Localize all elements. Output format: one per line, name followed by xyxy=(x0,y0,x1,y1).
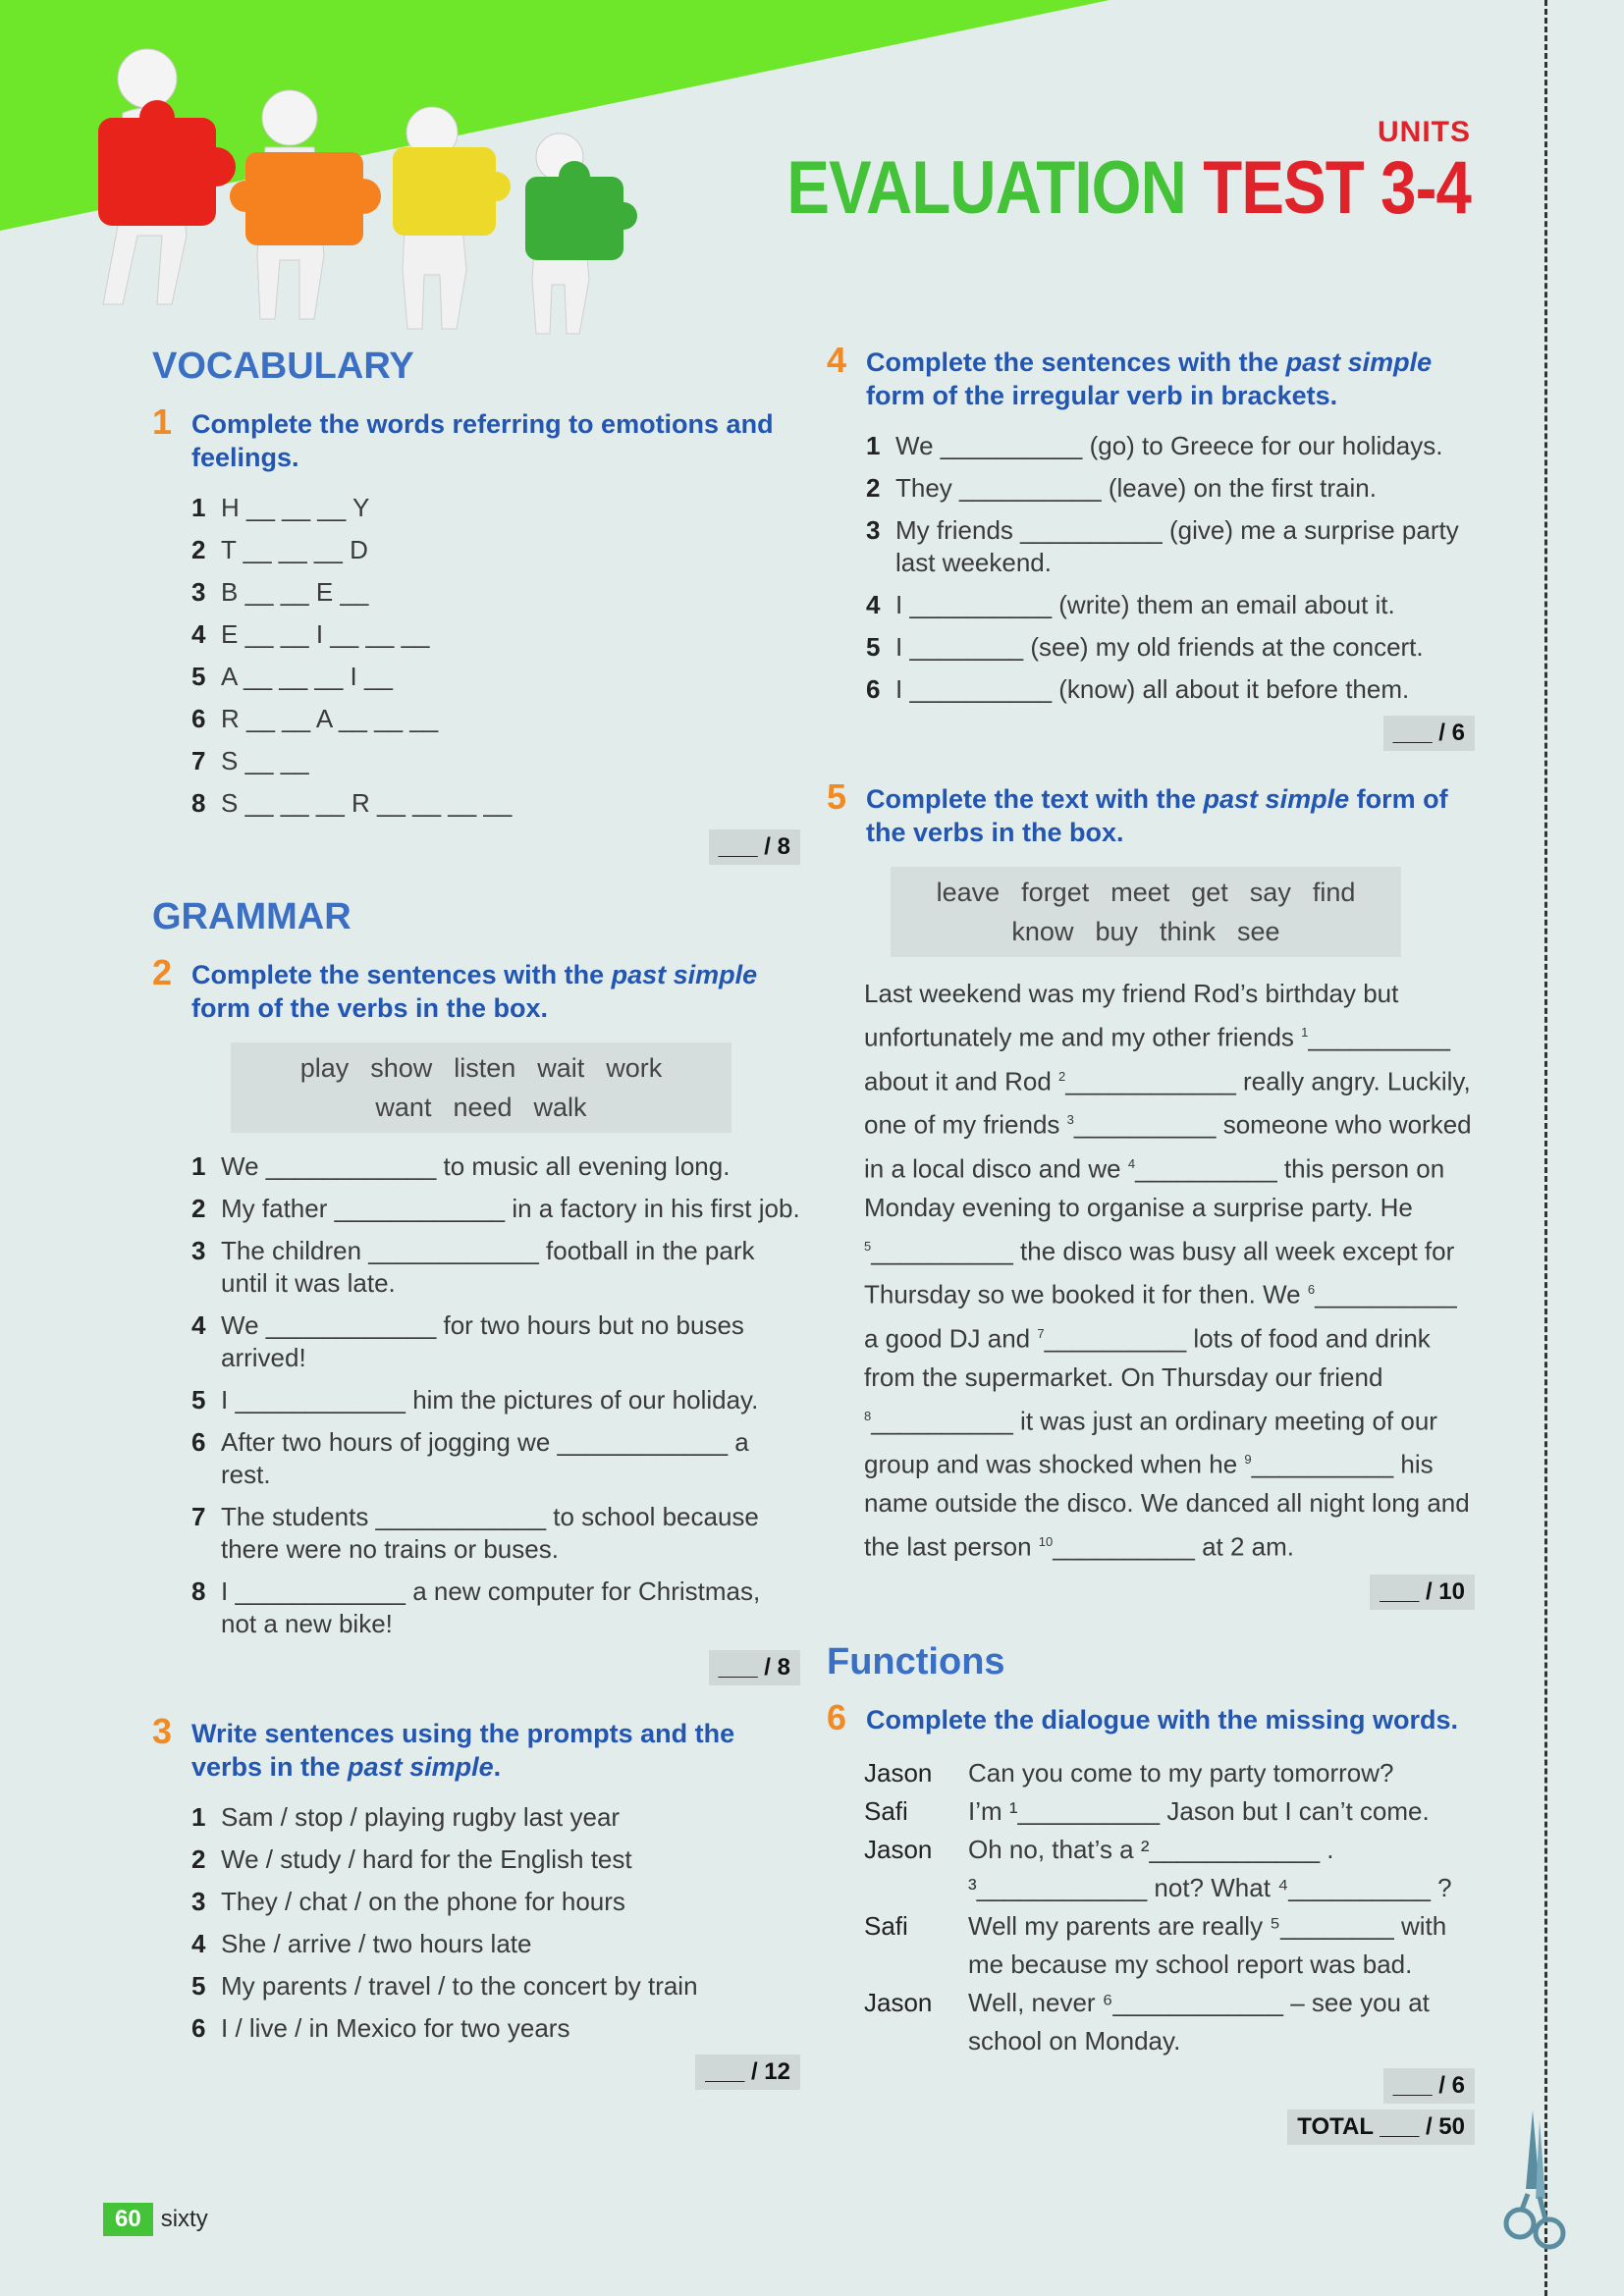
figure-green xyxy=(525,133,637,334)
list-item[interactable]: 4 I __________ (write) them an email about it. xyxy=(866,590,1395,619)
list-item[interactable]: 1 We __________ (go) to Greece for our holidays. xyxy=(866,431,1443,460)
dialogue-line[interactable]: Jason Oh no, that’s a ²____________ . xyxy=(864,1831,1475,1869)
list-item[interactable]: 3 My friends __________ (give) me a surprise party last weekend. xyxy=(866,515,1459,577)
list-item[interactable]: 1 Sam / stop / playing rugby last year xyxy=(191,1802,621,1832)
exercise-2-word-box xyxy=(231,1042,731,1133)
list-item[interactable]: 1 H __ __ __ Y xyxy=(191,493,370,522)
figure-red xyxy=(98,49,236,304)
list-item[interactable]: 7 The students ____________ to school because there were no trains or buses. xyxy=(191,1502,759,1564)
units-label: UNITS xyxy=(1378,116,1471,148)
figure-yellow xyxy=(393,107,511,329)
exercise-4-list xyxy=(827,430,1475,706)
exercise-4-instruction: 4 Complete the sentences with the past simple form of the irregular verb in brackets. xyxy=(827,340,1433,410)
functions-heading: Functions xyxy=(827,1640,1005,1682)
list-item[interactable]: 3 The children ____________ football in the park until it was late. xyxy=(191,1236,755,1298)
list-item[interactable]: 6 R __ __ A __ __ __ xyxy=(191,704,439,733)
right-column xyxy=(827,340,1475,2145)
exercise-1-score: ___ / 8 xyxy=(152,829,800,865)
exercise-3-score: ___ / 12 xyxy=(152,2055,800,2090)
speaker xyxy=(864,1869,968,1907)
gap[interactable]: ____________ really angry. Luckily, one of my friends xyxy=(864,1066,1471,1140)
list-item[interactable]: 4 E __ __ I __ __ __ xyxy=(191,619,430,649)
title-block xyxy=(676,116,1471,230)
vocabulary-heading: VOCABULARY xyxy=(152,346,414,387)
exercise-number: 4 xyxy=(827,340,847,380)
gap[interactable]: __________ about it and Rod xyxy=(864,1022,1450,1096)
exercise-5-text: Last weekend was my friend Rod’s birthday but unfortunately me and my other friends $^1$__________ about it and Rod $^2$____________ really angry. Luckily, one of my friends $^3$__________ someone who worked in a local disco and we $^4$__________ this person on Monday evening to organise a surprise party. He $^5$__________ the disco was busy all week except for Thursday so we booked it for then. We $^6$__________ a good DJ and $^7$__________ lots of food and drink from the supermarket. On Thursday our friend $^8$__________ it was just an ordinary meeting of our group and was shocked when he $^9$__________ his name outside the disco. We danced all night long and the last person $^{10}$__________ at 2 am. xyxy=(864,979,1472,1562)
speaker: Jason xyxy=(864,1987,933,2017)
exercise-number: 2 xyxy=(152,952,173,992)
speaker: Jason xyxy=(864,1834,933,1864)
exercise-2-score: ___ / 8 xyxy=(152,1650,800,1685)
list-item[interactable]: 3 They / chat / on the phone for hours xyxy=(191,1887,625,1916)
gap[interactable]: __________ lots of food and drink from the supermarket. On Thursday our friend xyxy=(864,1323,1431,1392)
list-item[interactable]: 6 I / live / in Mexico for two years xyxy=(191,2013,570,2043)
page-title xyxy=(786,146,1471,230)
list-item[interactable]: 8 I ____________ a new computer for Christmas, not a new bike! xyxy=(191,1576,761,1638)
list-item[interactable]: 6 After two hours of jogging we ____________ a rest. xyxy=(191,1427,749,1489)
dialogue-line[interactable]: Jason Can you come to my party tomorrow? xyxy=(864,1754,1475,1792)
gap[interactable]: __________ this person on Monday evening to organise a surprise party. He xyxy=(864,1153,1445,1222)
page-footer xyxy=(103,2203,208,2236)
figure-orange xyxy=(230,90,381,319)
list-item[interactable]: 8 S __ __ __ R __ __ __ __ xyxy=(191,788,513,818)
dialogue-line[interactable]: ³____________ not? What ⁴__________ ? xyxy=(864,1869,1475,1907)
list-item[interactable]: 3 B __ __ E __ xyxy=(191,577,369,607)
exercise-number: 3 xyxy=(152,1711,173,1751)
exercise-number: 1 xyxy=(152,401,173,442)
gap[interactable]: __________ someone who worked in a local disco and we xyxy=(864,1109,1472,1184)
exercise-2-list xyxy=(152,1150,800,1640)
page-number: 60 xyxy=(103,2203,153,2236)
exercise-5-word-box xyxy=(891,867,1401,957)
puzzle-people-illustration xyxy=(79,39,668,344)
exercise-3-instruction: 3 Write sentences using the prompts and the verbs in the past simple. xyxy=(152,1711,735,1782)
exercise-number: 5 xyxy=(827,776,847,817)
scissors-icon xyxy=(1498,2110,1567,2258)
speaker: Safi xyxy=(864,1795,908,1826)
page-number-word: sixty xyxy=(160,2206,208,2232)
title-test-number: TEST 3-4 xyxy=(1203,146,1471,230)
title-evaluation: EVALUATION xyxy=(786,146,1186,230)
list-item[interactable]: 2 They __________ (leave) on the first train. xyxy=(866,473,1377,503)
gap[interactable]: __________ the disco was busy all week except for Thursday so we booked it for then. We xyxy=(864,1236,1455,1309)
list-item[interactable]: 4 She / arrive / two hours late xyxy=(191,1929,532,1958)
gap[interactable]: __________ it was just an ordinary meeting of our group and was shocked when he xyxy=(864,1406,1437,1479)
list-item[interactable]: 5 I ____________ him the pictures of our holiday. xyxy=(191,1385,759,1415)
grammar-heading: GRAMMAR xyxy=(152,896,352,937)
word-box-row: leave forget meet get say find xyxy=(936,878,1356,907)
dialogue-line[interactable]: Safi Well my parents are really ⁵________ with me because my school report was bad. xyxy=(864,1907,1475,1984)
list-item[interactable]: 6 I __________ (know) all about it before them. xyxy=(866,674,1410,704)
exercise-2-instruction: 2 Complete the sentences with the past simple form of the verbs in the box. xyxy=(152,952,758,1023)
dialogue-line[interactable]: Jason Well, never ⁶____________ – see you at school on Monday. xyxy=(864,1984,1475,2060)
left-column xyxy=(152,346,800,2121)
list-item[interactable]: 4 We ____________ for two hours but no buses arrived! xyxy=(191,1310,744,1372)
exercise-6-score: ___ / 6 xyxy=(827,2068,1475,2104)
list-item[interactable]: 5 I ________ (see) my old friends at the concert. xyxy=(866,632,1424,662)
list-item[interactable]: 5 My parents / travel / to the concert by train xyxy=(191,1971,698,2001)
exercise-1-list xyxy=(152,492,800,820)
list-item[interactable]: 2 We / study / hard for the English test xyxy=(191,1844,632,1874)
exercise-5-instruction: 5 Complete the text with the past simple form of the verbs in the box. xyxy=(827,776,1448,847)
exercise-6-dialogue xyxy=(827,1754,1475,2060)
word-box-row: play show listen wait work xyxy=(299,1053,663,1083)
gap[interactable]: __________ a good DJ and xyxy=(864,1279,1457,1354)
list-item[interactable]: 2 T __ __ __ D xyxy=(191,535,368,564)
list-item[interactable]: 1 We ____________ to music all evening long. xyxy=(191,1151,731,1181)
exercise-4-score: ___ / 6 xyxy=(827,716,1475,751)
exercise-3-list xyxy=(152,1801,800,2045)
exercise-5-score: ___ / 10 xyxy=(827,1575,1475,1610)
gap[interactable]: __________ at 2 am. xyxy=(1053,1531,1295,1562)
speaker: Jason xyxy=(864,1757,933,1788)
dialogue-line[interactable]: Safi I’m ¹__________ Jason but I can’t come. xyxy=(864,1792,1475,1831)
word-box-row: know buy think see xyxy=(1011,917,1280,946)
word-box-row: want need walk xyxy=(375,1093,587,1122)
list-item[interactable]: 2 My father ____________ in a factory in his first job. xyxy=(191,1194,800,1223)
list-item[interactable]: 5 A __ __ __ I __ xyxy=(191,662,393,691)
speaker: Safi xyxy=(864,1910,908,1941)
total-score: TOTAL ___ / 50 xyxy=(827,2109,1475,2145)
exercise-1-instruction: 1 Complete the words referring to emotions and feelings. xyxy=(152,401,774,472)
exercise-6-instruction: 6 Complete the dialogue with the missing words. xyxy=(827,1696,1459,1737)
cut-line xyxy=(1544,0,1547,2296)
gap[interactable]: __________ his name outside the disco. We danced all night long and the last person xyxy=(864,1449,1470,1562)
list-item[interactable]: 7 S __ __ xyxy=(191,746,309,775)
exercise-number: 6 xyxy=(827,1696,847,1737)
